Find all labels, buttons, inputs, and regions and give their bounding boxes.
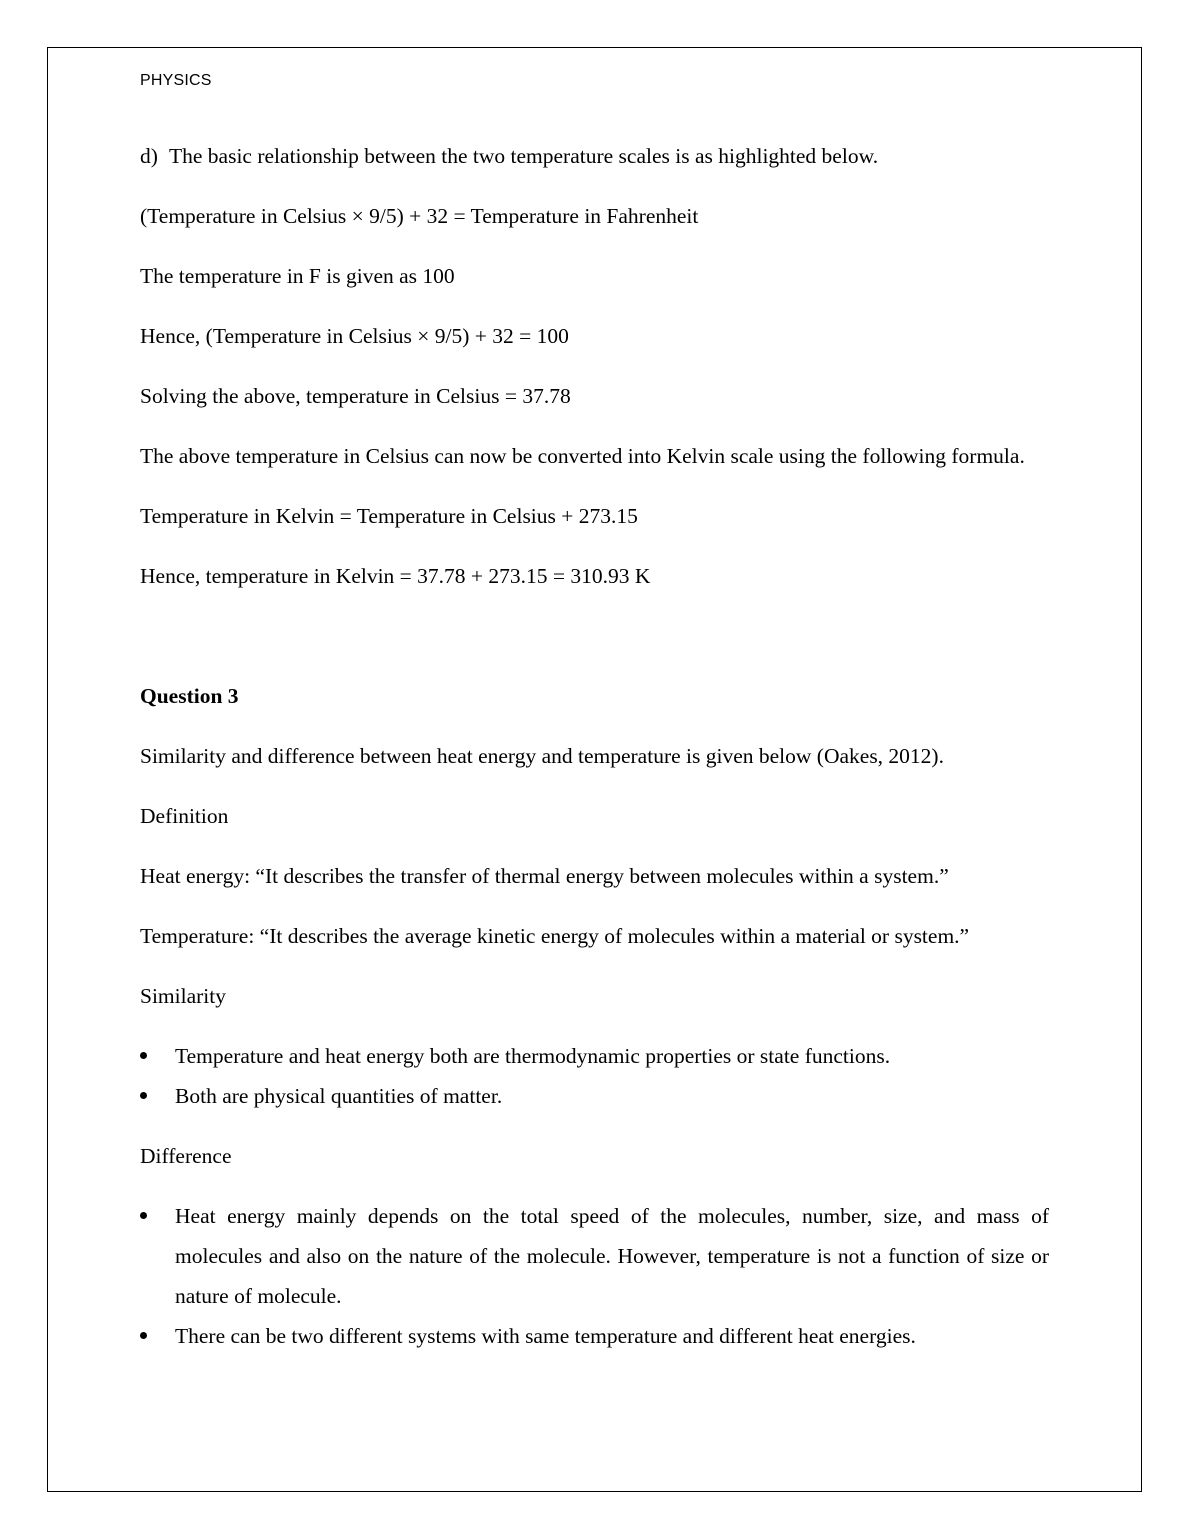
question-3-intro: Similarity and difference between heat energy and temperature is given below (Oakes, 2012). (140, 744, 944, 768)
bullet-icon (140, 1052, 147, 1059)
similarity-list (140, 1036, 1049, 1116)
difference-label: Difference (140, 1144, 232, 1168)
similarity-text: Temperature and heat energy both are thermodynamic properties or state functions. (175, 1044, 891, 1068)
list-item (140, 1036, 1049, 1076)
part-d-intro (140, 136, 1049, 176)
substitution-step: Hence, (Temperature in Celsius × 9/5) + 32 = 100 (140, 324, 569, 348)
document-body (140, 136, 1049, 1376)
list-item (140, 1316, 1049, 1356)
difference-text: Heat energy mainly depends on the total speed of the molecules, number, size, and mass of molecules and also on the nature of the molecule. However, temperature is not a function of size or nature of molecule. (175, 1204, 1049, 1308)
kelvin-intro: The above temperature in Celsius can now be converted into Kelvin scale using the following formula. (140, 444, 1025, 468)
section-spacer (140, 616, 1049, 676)
difference-list (140, 1196, 1049, 1356)
page-header: PHYSICS (140, 72, 212, 89)
list-marker-d: d) (140, 144, 158, 168)
similarity-text: Both are physical quantities of matter. (175, 1084, 503, 1108)
bullet-icon (140, 1212, 147, 1219)
celsius-result: Solving the above, temperature in Celsius = 37.78 (140, 384, 571, 408)
heat-energy-definition: Heat energy: “It describes the transfer of thermal energy between molecules within a system.” (140, 864, 949, 888)
formula-celsius-fahrenheit: (Temperature in Celsius × 9/5) + 32 = Temperature in Fahrenheit (140, 204, 699, 228)
kelvin-result: Hence, temperature in Kelvin = 37.78 + 273.15 = 310.93 K (140, 564, 651, 588)
similarity-label: Similarity (140, 984, 226, 1008)
question-3-heading: Question 3 (140, 684, 239, 708)
formula-kelvin: Temperature in Kelvin = Temperature in Celsius + 273.15 (140, 504, 638, 528)
bullet-icon (140, 1332, 147, 1339)
given-value: The temperature in F is given as 100 (140, 264, 455, 288)
difference-text: There can be two different systems with same temperature and different heat energies. (175, 1324, 916, 1348)
part-d-intro-text: The basic relationship between the two temperature scales is as highlighted below. (169, 144, 879, 168)
temperature-definition: Temperature: “It describes the average kinetic energy of molecules within a material or system.” (140, 924, 970, 948)
definition-label: Definition (140, 804, 229, 828)
bullet-icon (140, 1092, 147, 1099)
list-item (140, 1196, 1049, 1316)
list-item (140, 1076, 1049, 1116)
